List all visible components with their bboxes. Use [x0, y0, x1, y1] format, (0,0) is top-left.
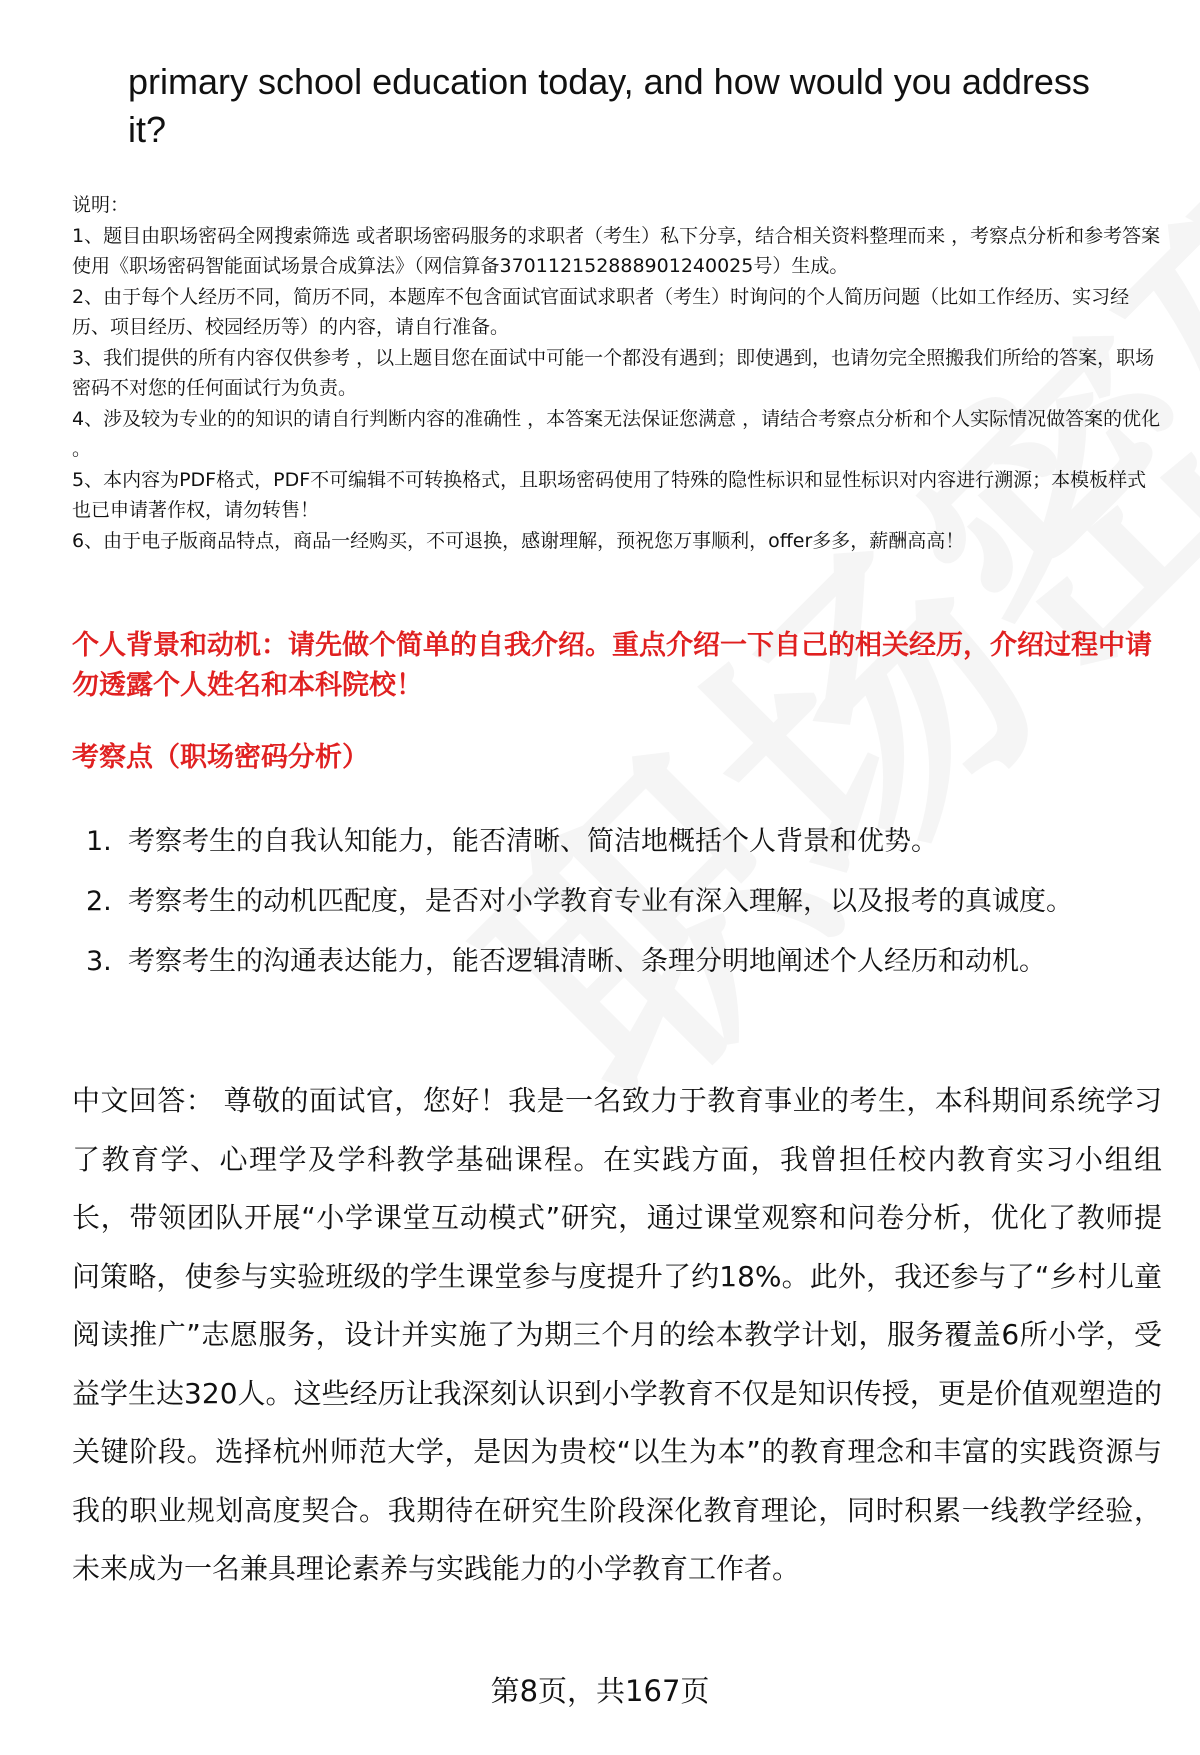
point-text: 考察考生的动机匹配度，是否对小学教育专业有深入理解，以及报考的真诚度。 — [128, 886, 1073, 917]
analysis-point — [72, 872, 1162, 932]
notes-section — [72, 190, 1162, 556]
question-heading: 个人背景和动机：请先做个简单的自我介绍。重点介绍一下自己的相关经历，介绍过程中请勿透露个人姓名和本科院校！ — [72, 630, 1152, 701]
point-number: 1. — [86, 826, 112, 857]
point-number: 2. — [86, 886, 112, 917]
point-number: 3. — [86, 946, 112, 977]
analysis-point — [72, 932, 1162, 992]
answer-section — [72, 1072, 1162, 1599]
note-item: 4、涉及较为专业的的知识的请自行判断内容的准确性 ，本答案无法保证您满意 ，请结合考察点分析和个人实际情况做答案的优化 。 — [72, 407, 1161, 460]
point-text: 考察考生的沟通表达能力，能否逻辑清晰、条理分明地阐述个人经历和动机。 — [128, 946, 1046, 977]
analysis-heading: 考察点（职场密码分析） — [72, 742, 369, 773]
notes-title: 说明： — [72, 194, 130, 216]
note-item: 3、我们提供的所有内容仅供参考 ，以上题目您在面试中可能一个都没有遇到；即使遇到，也请勿完全照搬我们所给的答案，职场密码不对您的任何面试行为负责。 — [72, 346, 1155, 399]
note-item: 2、由于每个人经历不同，简历不同，本题库不包含面试官面试求职者（考生）时询问的个人简历问题（比如工作经历、实习经历、项目经历、校园经历等）的内容，请自行准备。 — [72, 285, 1130, 338]
point-text: 考察考生的自我认知能力，能否清晰、简洁地概括个人背景和优势。 — [128, 826, 938, 857]
note-item: 6、由于电子版商品特点，商品一经购买，不可退换，感谢理解，预祝您万事顺利，offer多多，薪酬高高！ — [72, 529, 965, 552]
answer-label: 中文回答： — [72, 1084, 215, 1117]
analysis-list — [72, 812, 1162, 992]
analysis-point — [72, 812, 1162, 872]
page-number: 第8页，共167页 — [490, 1674, 710, 1708]
answer-text: 尊敬的面试官，您好！我是一名致力于教育事业的考生，本科期间系统学习了教育学、心理学及学科教学基础课程。在实践方面，我曾担任校内教育实习小组组长，带领团队开展“小学课堂互动模式”研究，通过课堂观察和问卷分析，优化了教师提问策略，使参与实验班级的学生课堂参与度提升了约18%。此外，我还参与了“乡村儿童阅读推广”志愿服务，设计并实施了为期三个月的绘本教学计划，服务覆盖6所小学，受益学生达320人。这些经历让我深刻认识到小学教育不仅是知识传授，更是价值观塑造的关键阶段。选择杭州师范大学，是因为贵校“以生为本”的教育理念和丰富的实践资源与我的职业规划高度契合。我期待在研究生阶段深化教育理论，同时积累一线教学经验，未来成为一名兼具理论素养与实践能力的小学教育工作者。 — [72, 1084, 1162, 1585]
note-item: 1、题目由职场密码全网搜索筛选 或者职场密码服务的求职者（考生）私下分享，结合相关资料整理而来 ，考察点分析和参考答案使用《职场密码智能面试场景合成算法》（网信算备370112152888901240025号）生成。 — [72, 224, 1161, 277]
note-item: 5、本内容为PDF格式，PDF不可编辑不可转换格式，且职场密码使用了特殊的隐性标识和显性标识对内容进行溯源；本模板样式也已申请著作权，请勿转售！ — [72, 468, 1147, 521]
page-footer — [0, 1671, 1200, 1711]
question-text: primary school education today, and how would you address it? — [128, 61, 1090, 150]
